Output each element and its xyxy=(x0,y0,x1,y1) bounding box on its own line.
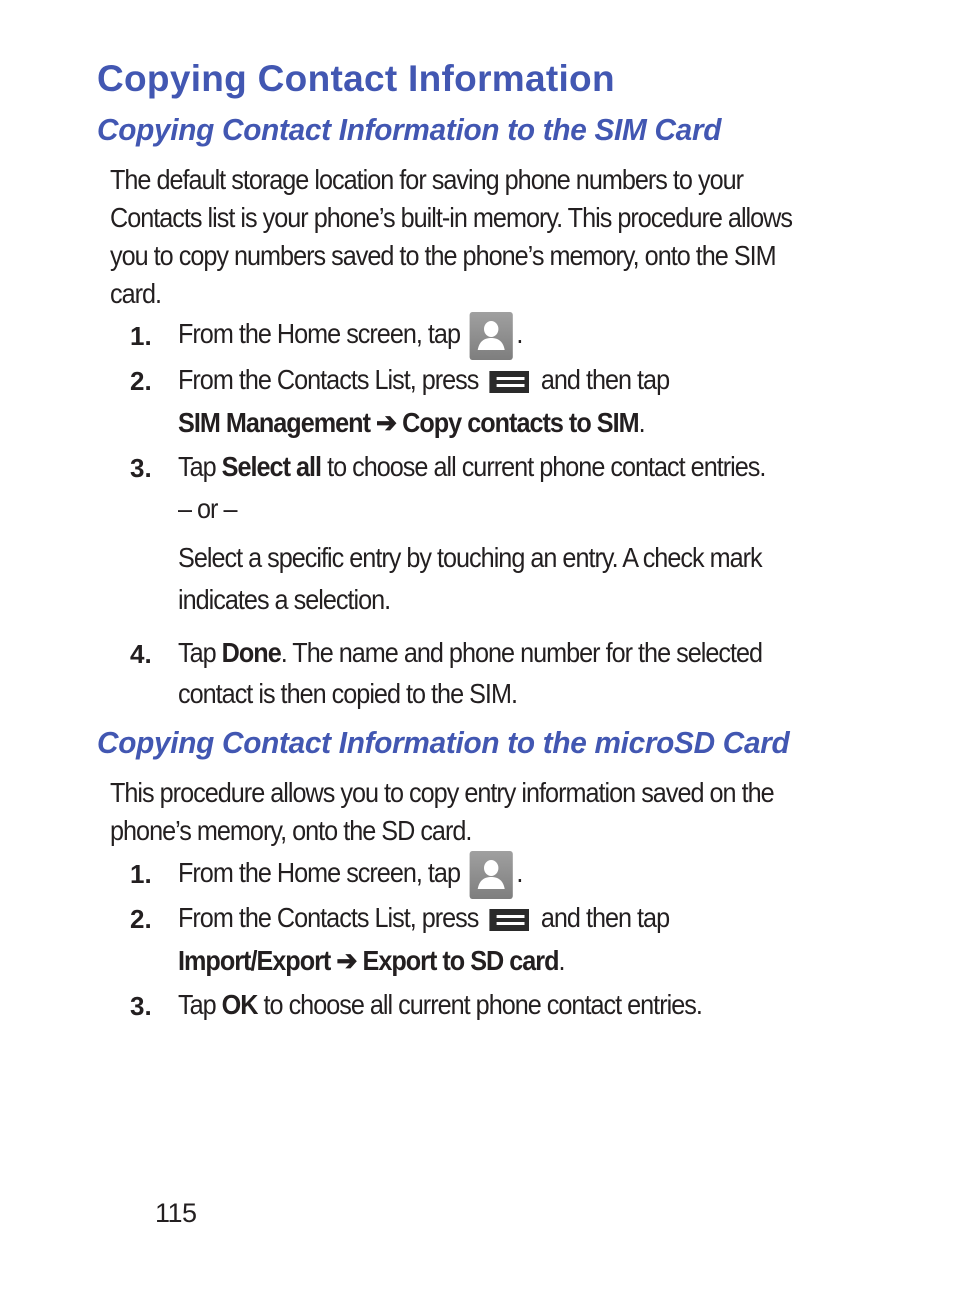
step-number: 1. xyxy=(130,321,152,351)
step-number: 4. xyxy=(130,639,152,669)
step-number: 2. xyxy=(130,366,152,396)
step-2-path: Import/Export ➔ Export to SD card. xyxy=(178,945,565,976)
step-4: Tap Done. The name and phone number for the selected xyxy=(178,637,763,668)
step-number: 3. xyxy=(130,453,152,483)
menu-key-icon xyxy=(490,371,530,393)
step-2: From the Contacts List, press and then tap xyxy=(178,364,670,395)
contacts-app-icon xyxy=(470,312,513,360)
step-3: Tap OK to choose all current phone contact entries. xyxy=(178,989,702,1020)
intro-line: The default storage location for saving phone numbers to your xyxy=(110,164,744,195)
step-2: From the Contacts List, press and then tap xyxy=(178,902,670,933)
step-3-alt: Select a specific entry by touching an entry. A check mark xyxy=(178,542,762,573)
step-1: From the Home screen, tap . xyxy=(178,306,522,362)
menu-key-icon xyxy=(490,909,530,931)
step-number: 3. xyxy=(130,991,152,1021)
intro-line: phone’s memory, onto the SD card. xyxy=(110,815,472,846)
step-number: 1. xyxy=(130,859,152,889)
page-number: 115 xyxy=(155,1198,197,1228)
section-heading-sim: Copying Contact Information to the SIM Card xyxy=(97,112,722,147)
intro-line: This procedure allows you to copy entry information saved on the xyxy=(110,777,774,808)
step-3-alt: indicates a selection. xyxy=(178,584,391,615)
section-heading-sd: Copying Contact Information to the microSD Card xyxy=(97,725,790,760)
step-number: 2. xyxy=(130,904,152,934)
intro-line: you to copy numbers saved to the phone’s memory, onto the SIM xyxy=(110,240,776,271)
step-3: Tap Select all to choose all current phone contact entries. xyxy=(178,451,766,482)
page-title: Copying Contact Information xyxy=(97,58,615,99)
step-2-path: SIM Management ➔ Copy contacts to SIM. xyxy=(178,407,645,438)
step-4-line2: contact is then copied to the SIM. xyxy=(178,678,517,709)
step-1: From the Home screen, tap . xyxy=(178,845,522,901)
contacts-app-icon xyxy=(470,851,513,899)
intro-line: card. xyxy=(110,278,162,309)
or-separator: – or – xyxy=(178,493,237,524)
step-text: From the Home screen, tap xyxy=(178,318,460,349)
intro-line: Contacts list is your phone’s built-in memory. This procedure allows xyxy=(110,202,793,233)
